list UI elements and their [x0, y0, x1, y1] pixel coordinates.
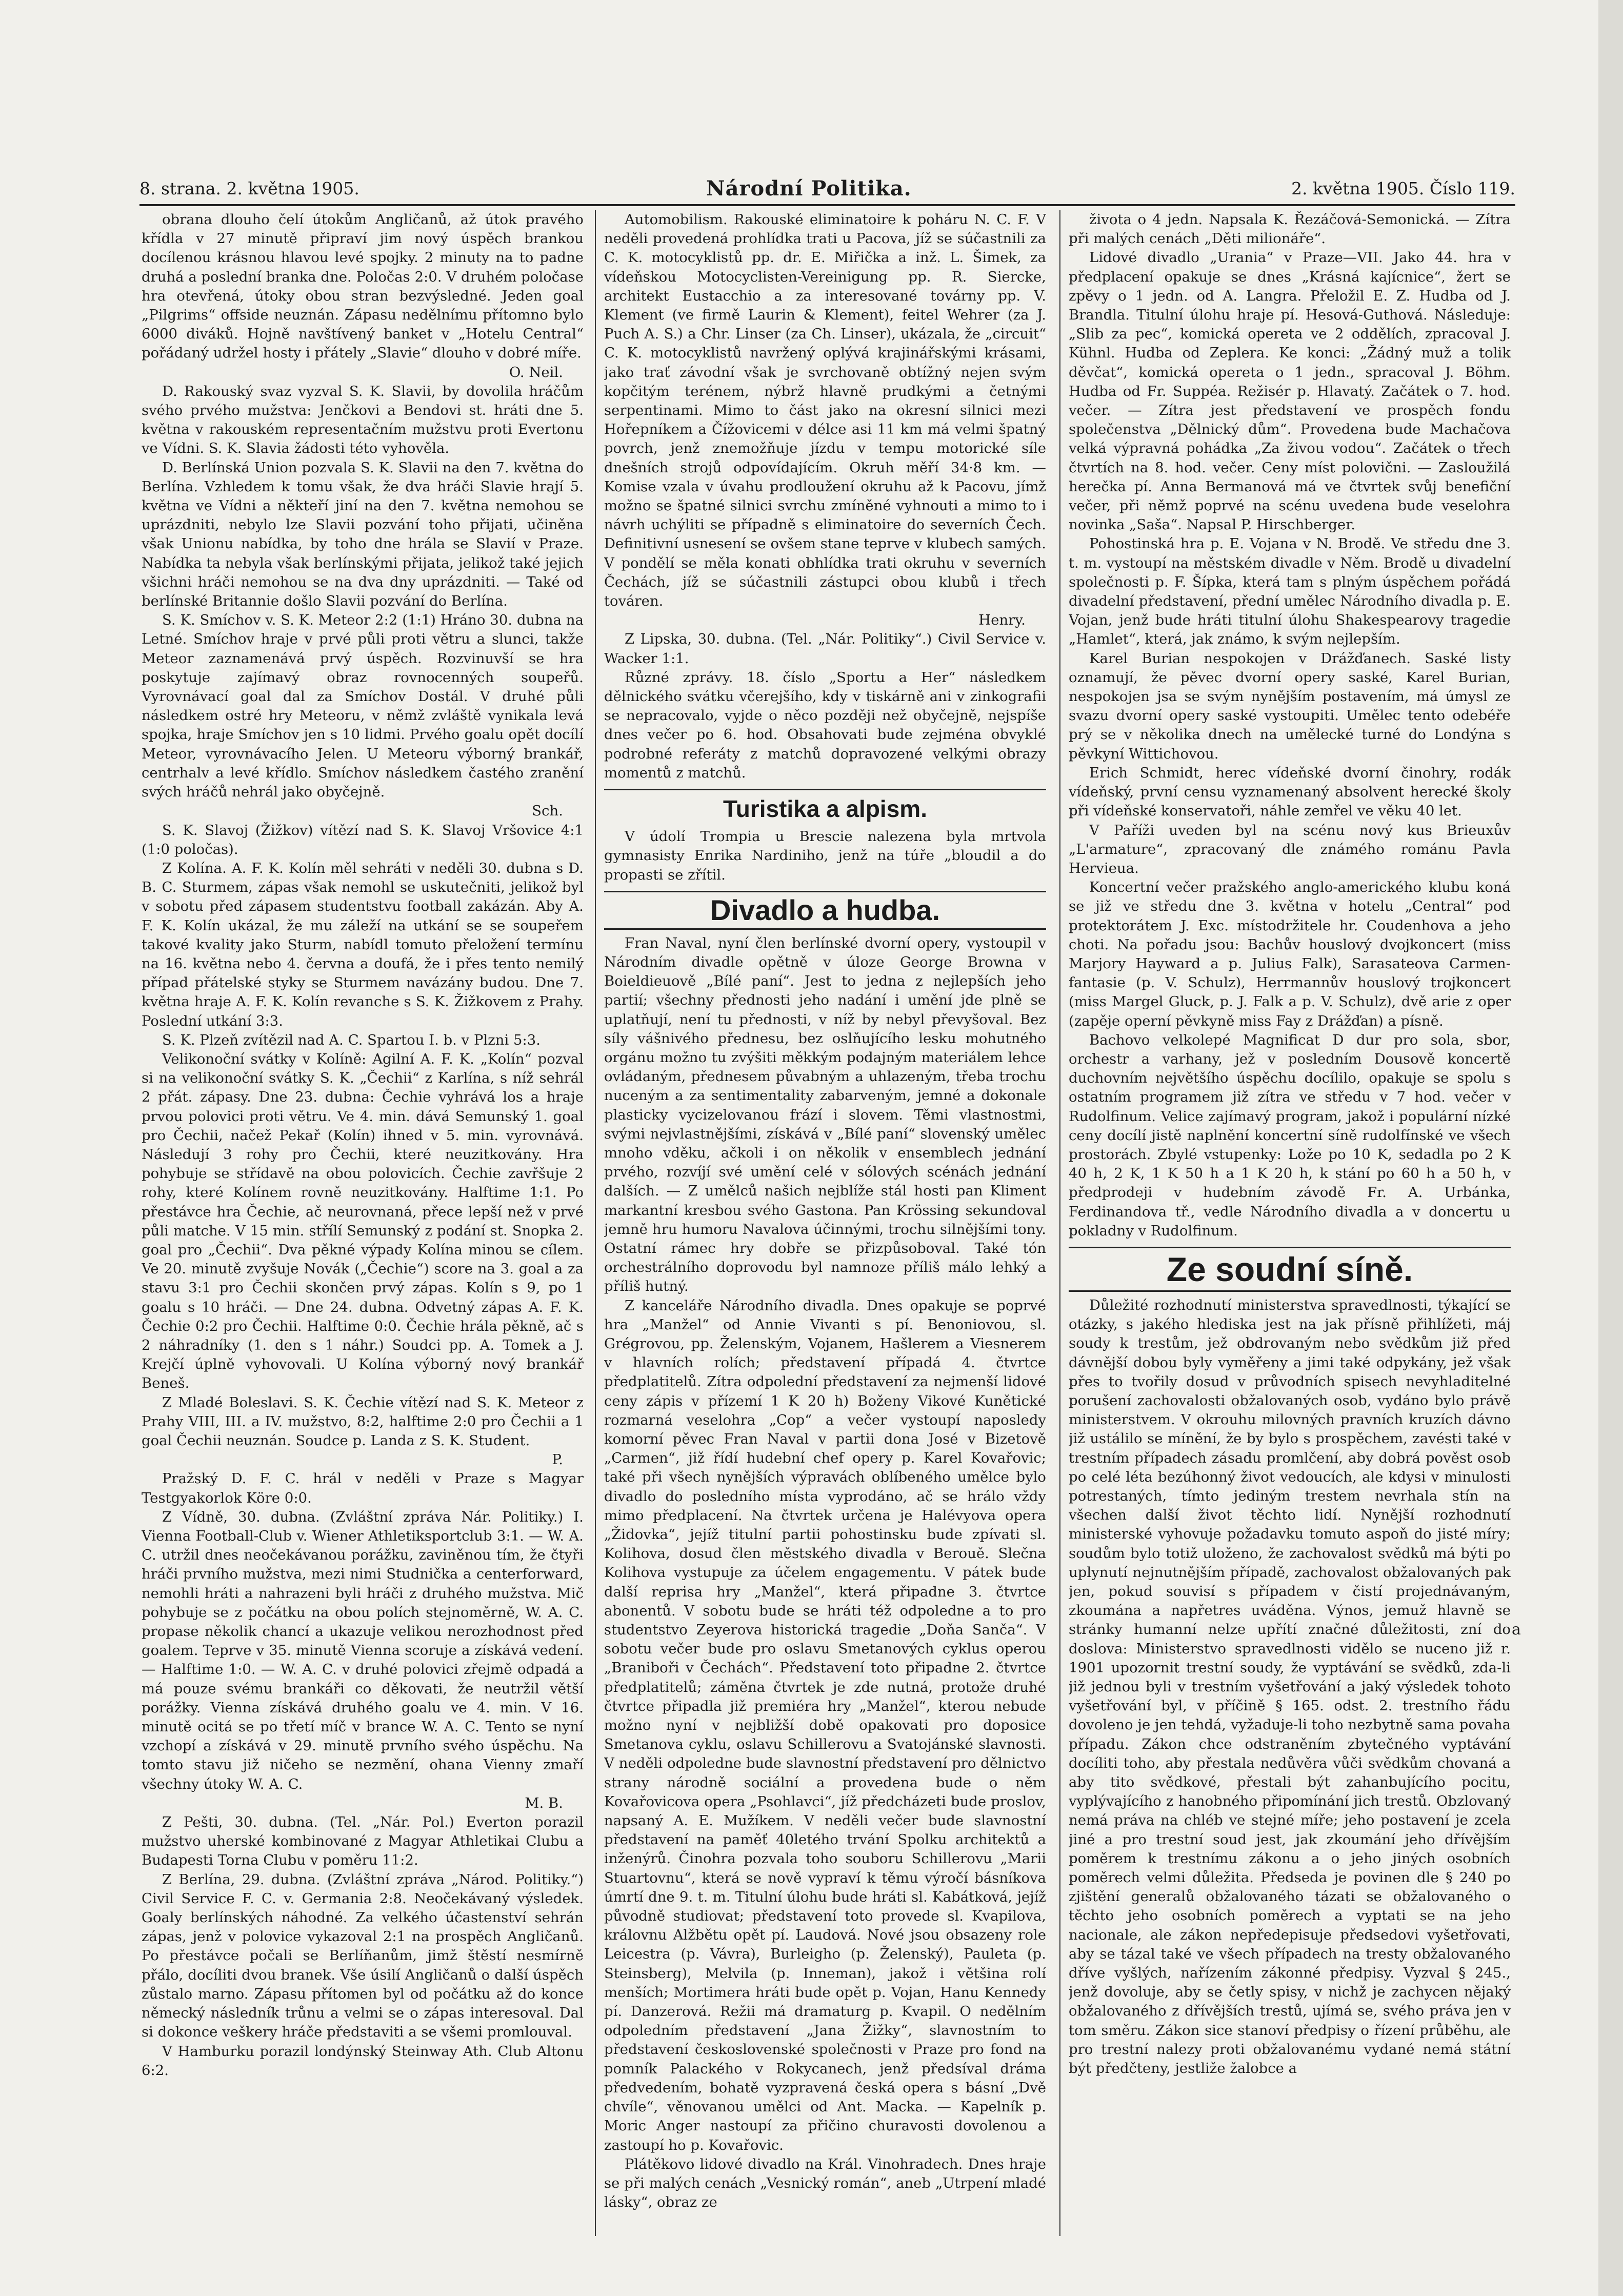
paragraph: Automobilism. Rakouské eliminatoire k poháru N. C. F. V neděli provedená prohlídka trati u Pacova, jíž se súčastnili za C. K. motocyklistů pp. dr. E. Miřička a inž. L. Šimek, za vídeňskou Motocyclisten-Vereinigung pp. R. Siercke, architekt Eustacchio a za interesované továrny pp. V. Klement (ve firmě Laurin & Klement), feitel Wehrer (za J. Puch A. S.) a Chr. Linser (za Ch. Linser), ukázala, že „circuit“ C. K. motocyklistů navržený oplývá krajinářskými krásami, jako trať závodní však je svrchovaně obtížný nejen svým kopčitým terénem, nýbrž hlavně prudkými a četnými serpentinami. Mimo to část jako na okresní silnici mezi Hořepníkem a Čížovicemi v délce asi 11 km má velmi špatný povrch, jenž znemožňuje jízdu v tempu motorické síle dnešních strojů odpovídajícím. Okruh měří 34·8 km. — Komise vzala v úvahu prodloužení okruhu až k Pacovu, jímž možno se špatné silnici svrchu zmíněné vyhnouti a mimo to i návrh uchýliti se případně s eliminatoire do severních Čech. Definitivní usnesení se ovšem stane teprve v klubech samých. V pondělí se měla konati obhlídka trati okruhu v severních Čechách, jíž se súčastnili zástupci obou klubů i třech továren. [604, 211, 1046, 610]
paragraph: D. Rakouský svaz vyzval S. K. Slavii, by dovolila hráčům svého prvého mužstva: Jenčkovi a Bendovi st. hráti dne 5. května v rakouském representačním mužstvu proti Evertonu ve Vídni. S. K. Slavia žádosti této vyhověla. [142, 383, 584, 457]
paragraph: Pražský D. F. C. hrál v neděli v Praze s Magyar Testgyakorlok Köre 0:0. [142, 1470, 584, 1506]
signature: P. [552, 1451, 563, 1468]
section-title-theatre: Divadlo a hudba. [604, 891, 1046, 930]
paragraph: Velikonoční svátky v Kolíně: Agilní A. F. K. „Kolín“ pozval si na velikonoční svátky S. K. „Čechii“ z Karlína, s níž sehrál 2 přát. zápasy. Dne 23. dubna: Čechie vyhrává los a hraje prvou polovici proti větru. Ve 4. min. dává Semunský 1. goal pro Čechii, načež Pekař (Kolín) ihned v 5. min. vyrovnává. Následují 3 rohy pro Čechii, které neuzitkovány. Hra pohybuje se střídavě na obou polovicích. Čechie zavřšuje 2 rohy, které Kolínem rovně neuzitkovány. Halftime 1:1. Po přestávce hra Čechie, ač neurovnaná, přece lepší než v prvé půli matche. V 15 min. střílí Semunský z podání st. Snopka 2. goal pro „Čechii“. Dva pěkné výpady Kolína minou se cílem. Ve 20. minutě zvyšuje Novák („Čechie“) score na 3. goal a za stavu 3:1 pro Čechii skončen prvý zápas. Kolín s 9, po 1 goalu s 10 hráči. — Dne 24. dubna. Odvetný zápas A. F. K. Čechie 0:2 pro Čechii. Halftime 0:0. Čechie hrála pěkně, ač s 2 náhradníky (1. den s 1 náhr.) Soudci pp. A. Tomek a J. Krejčí úplně vyhovovali. U Kolína výborný nový brankář Beneš. [142, 1050, 584, 1392]
paragraph: Z Berlína, 29. dubna. (Zvláštní zpráva „Národ. Politiky.“) Civil Service F. C. v. Germania 2:8. Neočekávaný výsledek. Goaly berlínských náhodné. Za velkého účastenství sehrán zápas, jenž v polovice vykazoval 2:1 na prospěch Angličanů. Po přestávce počali se Berlíňanům, jimž štěstí nesmírně přálo, docíliti dvou branek. Vše úsilí Angličanů o další úspěch zůstalo marno. Zápasu přítomen byl od počátku až do konce německý následník trůnu a velmi se o zápas interesoval. Dal si dokonce veškery hráče představiti a se všemi promlouval. [142, 1871, 584, 2041]
column-3 [1069, 210, 1511, 2241]
signature: M. B. [525, 1794, 563, 1811]
masthead: Národní Politika. [706, 176, 912, 201]
column-divider [595, 210, 596, 2236]
paragraph: Pohostinská hra p. E. Vojana v N. Brodě. Ve středu dne 3. t. m. vystoupí na městském divadle v Něm. Brodě u divadelní společnosti p. F. Šípka, která tam s plným úspěchem pořádá divadelní představení, přední umělec Národního divadla p. E. Vojan, jenž bude hráti titulní úlohu Shakespearovy tragedie „Hamlet“, která, jak známo, k svým nejlepším. [1069, 535, 1511, 648]
section-title-court: Ze soudní síně. [1069, 1247, 1511, 1292]
paragraph: S. K. Slavoj (Žižkov) vítězí nad S. K. Slavoj Vršovice 4:1 (1:0 poločas). [142, 822, 584, 857]
header-right: 2. května 1905. Číslo 119. [1291, 178, 1515, 198]
paragraph: Důležité rozhodnutí ministerstva spravedlnosti, týkající se otázky, s jakého hlediska jest na jak přísně přihlížeti, máj soudy k trestům, jež obdrovaným nebo svědkům již před dávnější dobou byly vyměřeny a jimi také odpykány, jež však přes to tvořily dosud v průvodních spisech nevyhladitelné porušení zachovalosti obžalovaných osob, vydáno bylo právě ministerstvem. V okrouhu milovných pravních kruzích dávno již ustálilo se mínění, že by bylo s prospěchem, zavésti také v trestním případech zásadu promlčení, aby dobrá pověst osob po celé léta bezúhonný život vedoucích, ale kdysi v minulosti potrestaných, tímto jediným trestem nevrhala stín na všechen další život těchto lidí. Nynější rozhodnutí ministerské vyhovuje požadavku tomuto aspoň do jisté míry; soudům bylo totiž uloženo, že zachovalost svědků má býti po uplynutí nejnutnějším případě, zachovalost obžalovaných pak jen, pokud souvisí s případem v čistí projednávaným, zkoumána a napřetres uváděna. Výnos, jemuž hlavně se stránky humanní nelze upřítí značné důležitosti, zní do doslova: Ministerstvo spravedlnosti vidělo se nuceno již r. 1901 upozornit trestní soudy, že vyptávání se svědků, zda-li již jednou byli v trestním vyšetřování a jaký výsledek tohoto vyšetřování byl, v příčině § 165. odst. 2. trestního řádu dovoleno je jen tehdá, vyžaduje-li toho nezbytně sama povaha případu. Zákon chce odstraněním zbytečného vyptávání docíliti toho, aby přestala nedůvěra vůči svědkům chovaná a aby tito svědkové, přestali být zahanbujícího pocitu, vyplývajícího z hanobného připomínání jich trestů. Obzlovaný nemá práva na chléb ve stejné míře; jeho postavení je zcela jiné a pro trestní soud jest, jak zkoumání jeho dřívějším poměrem k trestnímu zákonu a o jeho jiných osobních poměrech velmi důležita. Předseda je povinen dle § 240 po zjištění generalů obžalovaného tázati se obžalovaného o těchto jeho osobních poměrech a vyptati se na jeho nacionale, ale zákon nepředepisuje předsedovi vyšetřovati, aby se tázal také ve všech případech na tresty obžalovaného dříve vyšlých, nařízením zákonné předpisy. Vyzval § 245., jenž dovoluje, aby se četly spisy, v nichž je zachycen nějaký obžalovaného z dřívějších trestů, ujímá se, svého práva jen v tom směru. Zákon sice stanoví předpisy o řízení průběhu, ale pro trestní nalezy proti obžalovanému vydané nemá státní být předčteny, jestliže žalobce a [1069, 1296, 1511, 2077]
paragraph: Z kanceláře Národního divadla. Dnes opakuje se poprvé hra „Manžel“ od Annie Vivanti s pí. Benoniovou, sl. Grégrovou, pp. Želenským, Vojanem, Hašlerem a Viesnerem v hlavních rolích; představení případá 4. čtvrtce předplatitelů. Zítra odpolední představení za nejmenší lidové ceny zápis v přízemí 1 K 20 h) Boženy Vikové Kunětické rozmarná veselohra „Cop“ a večer vystoupí naposledy komorní pěvec Fran Naval v partii dona José v Bizetově „Carmen“, již řídí hudební chef opery p. Karel Kovařovic; také při všech nynějších výpravách oblíbeného umělce bylo divadlo do posledního místa vyprodáno, ač se hrálo vždy mimo předplacení. Na čtvrtek určena je Halévyova opera „Židovka“, jejíž titulní partii pohostinsku bude zpívati sl. Kolihova, dosud člen městského divadla v Berouě. Slečna Kolihova vystupuje za účelem engagementu. V pátek bude další reprisa hry „Manžel“, která připadne 3. čtvrtce abonentů. V sobotu bude se hráti též odpoledne a to pro studentstvo Zeyerova historická tragedie „Doňa Sanča“. V sobotu večer bude pro oslavu Smetanových cyklus operou „Braniboři v Čechách“. Představení toto připadne 2. čtvrtce předplatitelů; záměna čtvrtek je zde nutná, protože druhé čtvrtce připadla již premiéra hry „Manžel“, kterou nebude možno nyní v nejbližší době opakovati pro doposice Smetanova cyklu, oslavu Schillerovu a Svatojánské slavnosti. V neděli odpoledne bude slavnostní představení pro dělnictvo strany národně sociální a provedena bude o něm Kovařovicova opera „Psohlavci“, jíž předcházeti bude proslov, napsaný A. E. Mužíkem. V neděli večer bude slavnostní představení na paměť 40letého trvání Spolku architektů a inženýrů. Činohra pozvala toho souboru Schillerovu „Marii Stuartovnu“, která se nově vypraví k těmu výročí básníkova úmrtí dne 9. t. m. Titulní úlohu bude hráti sl. Kabátková, jejíž původně studiovat; představení toto provede sl. Kvapilova, královnu Alžbětu opět pí. Laudová. Nové jsou obsazeny role Leicestra (p. Vávra), Burleigho (p. Želenský), Pauleta (p. Steinsberg), Melvila (p. Inneman), jakož i většina rolí menších; Mortimera hráti bude opět p. Vojan, Hanu Kennedy pí. Danzerová. Režii má dramaturg p. Kvapil. O nedělním odpoledním představení „Jana Žižky“, slavnostním to představení československé společnosti v Praze pro fond na pomník Palackého v Rokycanech, jenž předsíval dráma předvedením, bohatě vyzpravená česká opera s básní „Dvě chvíle“, věnovanou umělci od Ant. Macka. — Kapelník p. Moric Anger nastoupí za přičino churavosti dovolenou a zastoupí ho p. Kovařovic. [604, 1297, 1046, 2153]
signature: Henry. [978, 612, 1026, 629]
scan-edge [1598, 0, 1623, 2296]
header-left: 8. strana. 2. května 1905. [139, 178, 359, 198]
section-title-tourism: Turistika a alpism. [604, 789, 1046, 823]
paragraph: Z Mladé Boleslavi. S. K. Čechie vítězí nad S. K. Meteor z Prahy VIII, III. a IV. mužstvo, 8:2, halftime 2:0 pro Čechii a 1 goal Čechii neuznán. Soudce p. Landa z S. K. Student. [142, 1394, 584, 1449]
paragraph: Různé zprávy. 18. číslo „Sportu a Her“ následkem dělnického svátku včerejšího, kdy v tiskárně ani v zinkografii se nepracovalo, vyjde o něco později než obyčejně, nejspíše dnes večer po 6. hod. Obsahovati bude zejména obvyklé podrobné referáty z matchů dopravozené velkými obrazy momentů z matchů. [604, 669, 1046, 781]
paragraph: D. Berlínská Union pozvala S. K. Slavii na den 7. května do Berlína. Vzhledem k tomu však, že dva hráči Slavie hrají 5. května ve Vídni a někteří jiní na den 7. května nemohou se uprázdniti, nebylo lze Slavii pozvání toho přijati, učiněna však Unionu nabídka, by toho dne hrála se Slavií v Praze. Nabídka ta nebyla však berlínskými přijata, jelikož také jejich všichni hráči nemohou se na dva dny uprázdniti. — Také od berlínské Britannie došlo Slavii pozvání do Berlína. [142, 459, 584, 610]
column-2 [604, 210, 1046, 2241]
paragraph: Lidové divadlo „Urania“ v Praze—VII. Jako 44. hra v předplacení opakuje se dnes „Krásná kajícnice“, žert se zpěvy o 1 jedn. od A. Langra. Přeložil E. Z. Hudba od J. Brandla. Titulní úlohu hraje pí. Hesová-Guthová. Následuje: „Slib za pec“, komická opereta ve 2 oddělích, zpracoval J. Kühnl. Hudba od Zeplera. Ke konci: „Žádný muž a tolik děvčat“, komická opereta o 1 jedn., spracoval J. Böhm. Hudba od Fr. Suppéa. Režisér p. Hlavatý. Začátek o 7. hod. večer. — Zítra jest představení ve prospěch fondu společenstva „Dělnický dům“. Provedena bude Machačova velká výpravná pohádka „Za živou vodou“. Začátek o třech čtvrtích na 8. hod. večer. Ceny míst polovični. — Zasloužilá herečka pí. Anna Bermanová má ve čtvrtek svůj benefiční večer, při němž poprvé na scénu uvedena bude veselohra novinka „Saša“. Napsal P. Hirschberger. [1069, 249, 1511, 533]
paragraph: V Paříži uveden byl na scénu nový kus Brieuxův „L'armature“, zpracovaný dle známého románu Pavla Hervieua. [1069, 822, 1511, 876]
page-header [139, 175, 1515, 202]
header-rule [139, 204, 1515, 206]
paragraph: Erich Schmidt, herec vídeňské dvorní činohry, rodák vídeňský, první censu vyznamenaný absolvent herecké školy při vídeňské konservatoři, náhle zemřel ve věku 40 let. [1069, 764, 1511, 820]
column-1 [142, 210, 584, 2241]
paragraph: obrana dlouho čelí útokům Angličanů, až útok pravého křídla v 27 minutě připraví jim nový úspěch brankou docílenou krásnou hlavou levé spojky. 2 minuty na to padne druhá a poslední branka dne. Poločas 2:0. V druhém poločase hra otevřená, útoky obou stran bezvýsledné. Jeden goal „Pilgrims“ offside neuznán. Zápasu nedělnímu přítomno bylo 6000 diváků. Hojně navštívený banket v „Hotelu Central“ pořádaný udržel hosty i přátely „Slavie“ dlouho v dobré míře. [142, 211, 584, 362]
paragraph: života o 4 jedn. Napsala K. Řezáčová-Semonická. — Zítra při malých cenách „Děti milionáře“. [1069, 211, 1511, 247]
paragraph: Z Pešti, 30. dubna. (Tel. „Nár. Pol.) Everton porazil mužstvo uherské kombinované z Magyar Athletikai Clubu a Budapesti Torna Clubu v poměru 11:2. [142, 1814, 584, 1869]
paragraph: Fran Naval, nyní člen berlínské dvorní opery, vystoupil v Národním divadle opětně v úloze George Browna v Boieldieuově „Bílé paní“. Jest to jedna z nejlepších jeho partií; všechny přednosti jeho nadání i umění jde plně se uplatňují, není tu přednosti, v níž by nebyl převyšoval. Bez síly vášnivého přednesu, bez oslňujícího lesku mohutného orgánu možno tu zvýšiti měkkým podajným materiálem lehce ovládaným, přednesem půvabným a uhlazeným, třeba trochu nuceným a za sentimentality zabarveným, jemné a dokonale plasticky vycizelovanou frází i slovem. Těmi vlastnostmi, svými nejvlastnějšími, získává v „Bílé paní“ slovenský umělec mnoho vděku, ačkoli i on několik v ensemblech jednání prvého, rozvíjí své umění celé v sólových scénách jednání dalších. — Z umělců našich nejblíže stál hosti pan Kliment markantní kresbou svého Gastona. Pan Krössing sekundoval jemně hru humoru Navalova účinnými, trochu silnějšími tony. Ostatní rámec hry dobře se přizpůsoboval. Také tón orchestrálního doprovodu byl namnoze příliš málo lehký a příliš hutný. [604, 934, 1046, 1295]
paragraph: Karel Burian nespokojen v Drážďanech. Saské listy oznamují, že pěvec dvorní opery saské, Karel Burian, nespokojen jsa se svým nynějším postavením, má úmysl ze svazu dvorní opery saské vystoupiti. Umělec tento odebéře prý se v několika dnech na umělecké turné do Londýna s pěvkyní Wittichovou. [1069, 650, 1511, 762]
margin-mark: a [1512, 1621, 1521, 1639]
paragraph: S. K. Plzeň zvítězil nad A. C. Spartou I. b. v Plzni 5:3. [162, 1031, 540, 1048]
paragraph: Koncertní večer pražského anglo-amerického klubu koná se již ve středu dne 3. května v hotelu „Central“ pod protektorátem J. Exc. místodržitele hr. Coudenhova a jeho choti. Na pořadu jsou: Bachův houslový dvojkoncert (miss Marjory Hayward a p. Julius Falk), Sarasateova Carmen-fantasie (p. V. Schulz), Herrmannův houslový trojkoncert (miss Margel Gluck, p. J. Falk a p. V. Schulz), dvě arie z oper (zapěje operní pěvkyně miss Fay z Drážďan) a písně. [1069, 879, 1511, 1029]
paragraph: Z Vídně, 30. dubna. (Zvláštní zpráva Nár. Politiky.) I. Vienna Football-Club v. Wiener Athletiksportclub 3:1. — W. A. C. utržil dnes neočekávanou porážku, zaviněnou tím, že čtyři hráči prvního mužstva, mezi nimi Studnička a centerforward, nemohli hráti a nahrazeni byli hráči z druhého mužstva. Mič pohybuje se z počátku na obou polích stejnoměrně, W. A. C. propase několik chancí a ukazuje velikou nerozhodnost před goalem. Teprve v 35. minutě Vienna scoruje a získává vedení. — Halftime 1:0. — W. A. C. v druhé polovici zřejmě odpadá a má pouze svému brankáři co děkovati, že neutržil větší porážky. Vienna získává druhého goalu ve 4. min. V 16. minutě ocitá se po třetí míč v brance W. A. C. Tento se nyní vzchopí a získává v 29. minutě prvního svého úspěchu. Na tomto stavu již ničeho se nezmění, ohana Vienny zmaří všechny útoky W. A. C. [142, 1508, 584, 1792]
paragraph: V údolí Trompia u Brescie nalezena byla mrtvola gymnasisty Enrika Nardiniho, jenž na túře „bloudil a do propasti se zřítil. [604, 828, 1046, 883]
paragraph: Z Kolína. A. F. K. Kolín měl sehráti v neděli 30. dubna s D. B. C. Sturmem, zápas však nemohl se uskutečniti, jelikož byl v sobotu před zápasem studentstvu football zakázán. Aby A. F. K. Kolín ukázal, že mu záleží na utkání se se soupeřem takové kvality jako Sturm, nabídl tomuto přeložení termínu na 16. května nebo 4. června a doufá, že i přes tento nemilý případ přátelské styky se Sturmem navázány budou. Dne 7. května hraje A. F. K. Kolín revanche s S. K. Žižkovem z Prahy. Poslední utkání 3:3. [142, 860, 584, 1029]
paragraph: Z Lipska, 30. dubna. (Tel. „Nár. Politiky“.) Civil Service v. Wacker 1:1. [604, 631, 1046, 667]
paragraph: Plátěkovo lidové divadlo na Král. Vinohradech. Dnes hraje se při malých cenách „Vesnický román“, aneb „Utrpení mladé lásky“, obraz ze [604, 2155, 1046, 2211]
paragraph: V Hamburku porazil londýnský Steinway Ath. Club Altonu 6:2. [142, 2043, 584, 2079]
paragraph: Bachovo velkolepé Magnificat D dur pro sola, sbor, orchestr a varhany, jež v posledním Dousově koncertě duchovním největšího úspěchu docílilo, opakuje se spolu s ostatním programem již zítra ve středu v 7 hod. večer v Rudolfinum. Velice zajímavý program, jakož i populární nízké ceny docílí jistě naplnění koncertní síně rudolfínské ve všech prostorách. Zbylé vstupenky: Lože po 10 K, sedadla po 2 K 40 h, 2 K, 1 K 50 h a 1 K 20 h, k stání po 60 h a 50 h, v předprodeji v hudebním závodě Fr. A. Urbánka, Ferdinandova tř., vedle Národního divadla a v doncertu u pokladny v Rudolfinum. [1069, 1031, 1511, 1239]
signature: Sch. [532, 803, 563, 820]
paragraph: S. K. Smíchov v. S. K. Meteor 2:2 (1:1) Hráno 30. dubna na Letné. Smíchov hraje v prvé půli proti větru a slunci, takže Meteor zaznamenává prvý úspěch. Rozvinuvší se hra poskytuje zajímavý obraz rovnocenných soupeřů. Vyrovnávací goal dal za Smíchov Dostál. V druhé půli následkem ostré hry Meteoru, v němž zvláště vynikala levá spojka, hraje Smíchov jen s 10 lidmi. Prvého goalu opět docílí Meteor, vyrovnávacího Jelen. U Meteoru výborný brankář, centrhalv a levé křídlo. Smíchov následkem častého zranění svých hráčů nehrál jako obyčejně. [142, 612, 584, 801]
column-divider [1059, 210, 1060, 2236]
signature: O. Neil. [509, 364, 563, 381]
